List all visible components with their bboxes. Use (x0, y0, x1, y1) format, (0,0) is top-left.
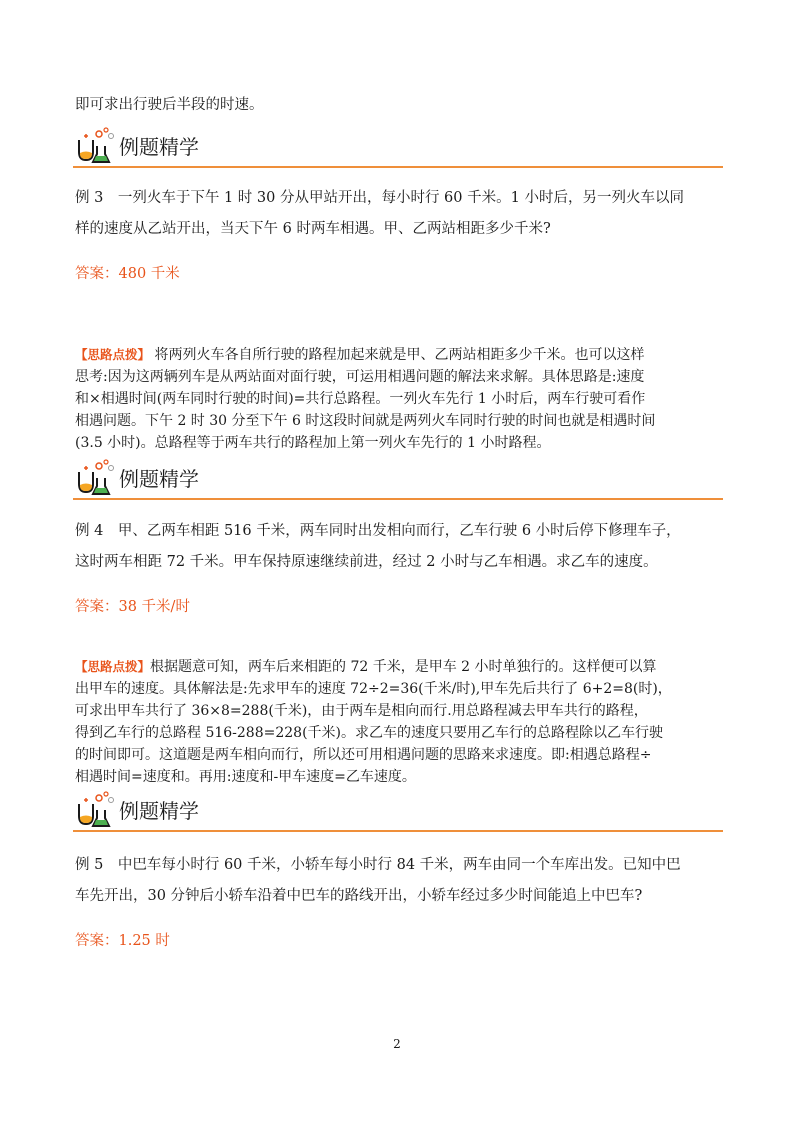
section-rule (73, 498, 723, 500)
example-line: 例 5 中巴车每小时行 60 千米，小轿车每小时行 84 千米，两车由同一个车库出发。已知中巴 (75, 857, 681, 873)
lab-flask-icon (73, 458, 115, 498)
example-line: 例 4 甲、乙两车相距 516 千米，两车同时出发相向而行，乙车行驶 6 小时后停下修理车子， (75, 523, 681, 539)
section-header (73, 126, 723, 168)
example-3-answer: 答案：480 千米 (75, 266, 180, 282)
page-number: 2 (393, 1037, 401, 1051)
hint-line: 思考:因为这两辆列车是从两站面对面行驶，可运用相遇问题的解法来求解。具体思路是:速度 (75, 369, 645, 385)
example-5-text (75, 850, 723, 912)
lab-flask-icon (73, 126, 115, 166)
section-title: 例题精学 (119, 467, 199, 491)
section-rule (73, 166, 723, 168)
example-4-answer: 答案：38 千米/时 (75, 599, 190, 615)
example-3-hint (75, 344, 723, 454)
example-5-answer: 答案：1.25 时 (75, 933, 170, 949)
section-header (73, 790, 723, 832)
example-line: 例 3 一列火车于下午 1 时 30 分从甲站开出，每小时行 60 千米。1 小时后，另一列火车以同 (75, 190, 684, 206)
example-line: 样的速度从乙站开出，当天下午 6 时两车相遇。甲、乙两站相距多少千米? (75, 221, 551, 237)
hint-line: 【思路点拨】 将两列火车各自所行驶的路程加起来就是甲、乙两站相距多少千米。也可以这样 (75, 347, 645, 363)
example-3-text (75, 183, 723, 245)
hint-line: 和×相遇时间(两车同时行驶的时间)=共行总路程。一列火车先行 1 小时后，两车行驶可看作 (75, 391, 646, 407)
section-header (73, 458, 723, 500)
section-title: 例题精学 (119, 135, 199, 159)
hint-line: 相遇问题。下午 2 时 30 分至下午 6 时这段时间就是两列火车同时行驶的时间也就是相遇时间 (75, 413, 656, 429)
hint-label: 【思路点拨】 (75, 659, 151, 674)
hint-line: 得到乙车行的总路程 516-288=228(千米)。求乙车的速度只要用乙车行的总路程除以乙车行驶 (75, 725, 663, 741)
example-line: 这时两车相距 72 千米。甲车保持原速继续前进，经过 2 小时与乙车相遇。求乙车的速度。 (75, 554, 658, 570)
section-title: 例题精学 (119, 799, 199, 823)
example-line: 车先开出，30 分钟后小轿车沿着中巴车的路线开出，小轿车经过多少时间能追上中巴车? (75, 888, 643, 904)
example-4-hint (75, 656, 723, 788)
hint-line: 的时间即可。这道题是两车相向而行，所以还可用相遇问题的思路来求速度。即:相遇总路程÷ (75, 747, 652, 763)
intro-line: 即可求出行驶后半段的时速。 (75, 97, 264, 113)
hint-line: 出甲车的速度。具体解法是:先求甲车的速度 72÷2=36(千米/时),甲车先后共行了 6+2=8(时)， (75, 681, 672, 697)
hint-label: 【思路点拨】 (75, 347, 151, 362)
hint-line: (3.5 小时)。总路程等于两车共行的路程加上第一列火车先行的 1 小时路程。 (75, 435, 551, 451)
example-4-text (75, 516, 723, 578)
hint-line: 相遇时间=速度和。再用:速度和-甲车速度=乙车速度。 (75, 769, 416, 785)
hint-line: 【思路点拨】根据题意可知，两车后来相距的 72 千米，是甲车 2 小时单独行的。这样便可以算 (75, 659, 657, 675)
section-rule (73, 830, 723, 832)
lab-flask-icon (73, 790, 115, 830)
hint-line: 可求出甲车共行了 36×8=288(千米)，由于两车是相向而行.用总路程减去甲车共行的路程， (75, 703, 648, 719)
